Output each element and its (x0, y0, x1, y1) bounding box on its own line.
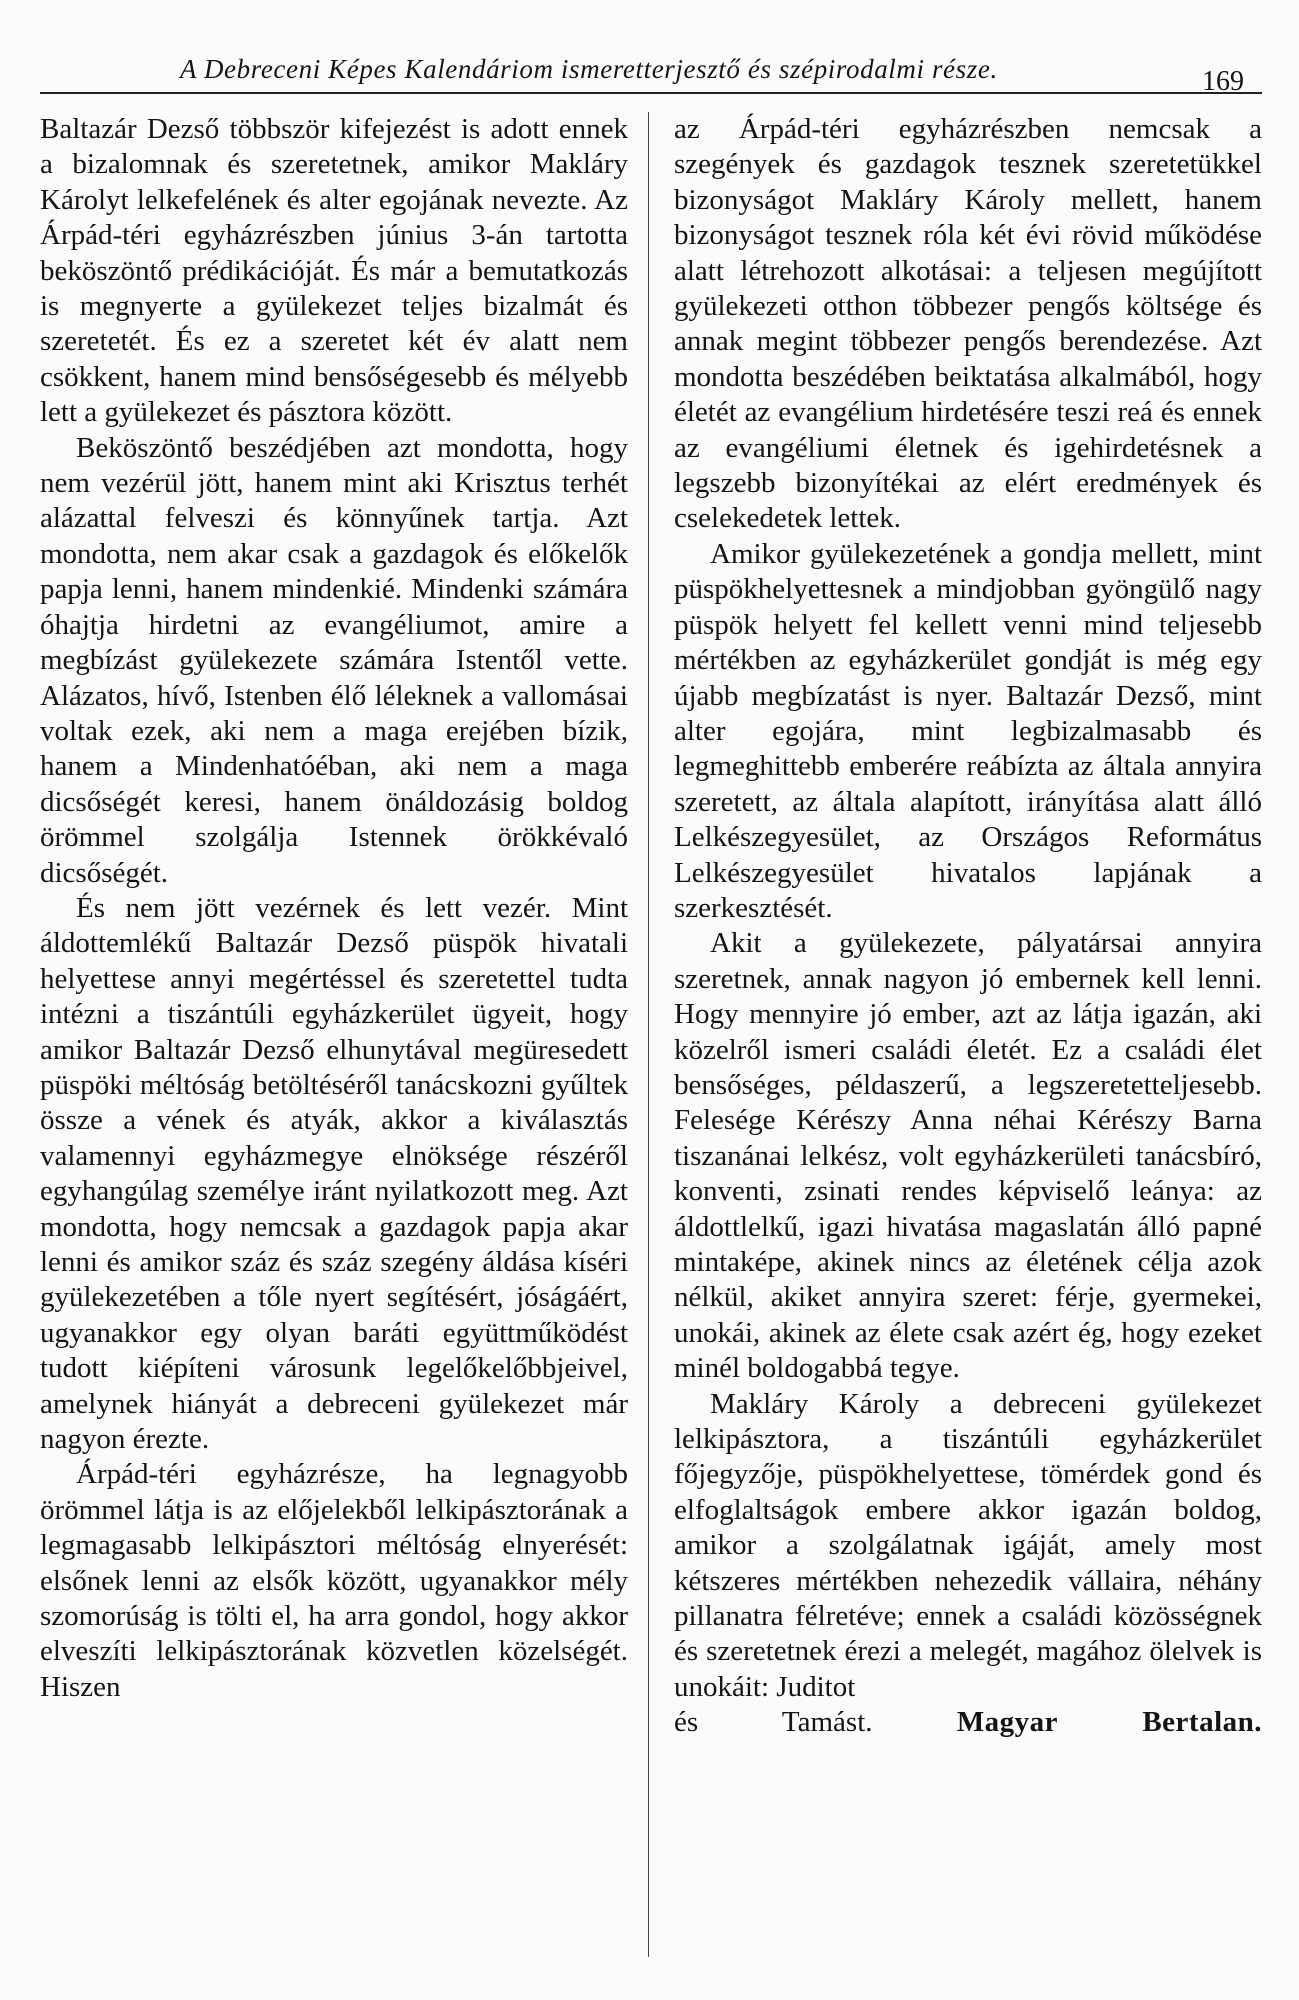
page-number: 169 (1202, 66, 1244, 97)
right-column (674, 112, 1262, 1962)
left-paragraph-3: És nem jött vezérnek és lett vezér. Mint áldottemlékű Baltazár Dezső püspök hivatali helyettese annyi megértéssel és szeretettel tudta intézni a tiszántúli egyházkerület ügyeit, hogy amikor Baltazár Dezső elhunytával megüresedett püspöki méltóság betöltéséről tanácskozni gyűltek össze a vének és atyák, akkor a kiválasztás valamennyi egyházmegye elnöksége részéről egyhangúlag személye iránt nyilatkozott meg. Azt mondotta, hogy nemcsak a gazdagok papja akar lenni és amikor száz és száz szegény áldása kíséri gyülekezetében a tőle nyert segítésért, jóságáért, ugyanakkor egy olyan baráti együttműködést tudott kiépíteni városunk legelőkelőbbjeivel, amelynek hiányát a debreceni gyülekezet már nagyon érezte. (40, 891, 628, 1456)
right-paragraph-1: az Árpád-téri egyházrészben nemcsak a szegények és gazdagok tesznek szeretetükkel bizonyságot Makláry Károly mellett, hanem bizonyságot tesznek róla két évi rövid működése alatt létrehozott alkotásai: a teljesen megújított gyülekezeti otthon többezer pengős költsége és annak megint többezer pengős berendezése. Azt mondotta beszédében beiktatása alkalmából, hogy életét az evangélium hirdetésére teszi reá és ennek az evangéliumi életnek és igehirdetésnek a legszebb bizonyítékai az elért eredmények és cselekedetek lettek. (674, 113, 1262, 535)
header-rule (40, 92, 1262, 94)
left-paragraph-2: Beköszöntő beszédjében azt mondotta, hogy nem vezérül jött, hanem mint aki Krisztus terhét alázattal felveszi és könnyűnek tartja. Azt mondotta, nem akar csak a gazdagok és előkelők papja lenni, hanem mindenkié. Mindenki számára óhajtja hirdetni az evangéliumot, amire a megbízást gyülekezete számára Istentől vette. Alázatos, hívő, Istenben élő léleknek a vallomásai voltak ezek, aki nem a maga erejében bízik, hanem a Mindenhatóéban, aki nem a maga dicsőségét keresi, hanem önáldozásig boldog örömmel szolgálja Istennek örökkévaló dicsőségét. (40, 431, 628, 889)
document-page (36, 0, 1263, 2000)
right-paragraph-4: Makláry Károly a debreceni gyülekezet lelkipásztora, a tiszántúli egyházkerület főjegyzője, püspökhelyettese, tömérdek gond és elfoglaltságok embere akkor igazán boldog, amikor a szolgálatnak igáját, amely most kétszeres mértékben nehezedik vállaira, néhány pillanatra félretéve; ennek a családi közösségnek és szeretetnek érezi a melegét, magához ölelvek is unokáit: Juditot (674, 1387, 1262, 1703)
right-paragraph-2: Amikor gyülekezetének a gondja mellett, mint püspökhelyettesnek a mindjobban gyöngülő nagy püspök helyett fel kellett venni mind teljesebb mértékben az egyházkerület gondját is még egy újabb megbízatást is nyer. Baltazár Dezső, mint alter egojára, mint legbizalmasabb és legmeghittebb emberére reábízta az általa annyira szeretett, az általa alapított, irányítása alatt álló Lelkészegyesület, az Országos Református Lelkészegyesület hivatalos lapjának a szerkesztését. (674, 537, 1262, 924)
closing-text: és Tamást. (674, 1706, 873, 1739)
running-head (40, 40, 1262, 100)
left-paragraph-4: Árpád-téri egyházrésze, ha legnagyobb örömmel látja is az előjelekből lelkipásztorának a legmagasabb lelkipásztori méltóság elnyerését: elsőnek lenni az elsők között, ugyanakkor mély szomorúság is tölti el, ha arra gondol, hogy akkor elveszíti lelkipásztorának közvetlen közelségét. Hiszen (40, 1458, 628, 1703)
left-paragraph-1: Baltazár Dezső többször kifejezést is adott ennek a bizalomnak és szeretetnek, amikor Makláry Károlyt lelkefelének és alter egojának nevezte. Az Árpád-téri egyházrészben június 3-án tartotta beköszöntő prédikációját. És már a bemutatkozás is megnyerte a gyülekezet teljes bizalmát és szeretetét. És ez a szeretet két év alatt nem csökkent, hanem mind bensőségesebb és mélyebb lett a gyülekezet és pásztora között. (40, 113, 628, 429)
running-title: A Debreceni Képes Kalendáriom ismeretterjesztő és szépirodalmi része. (180, 54, 998, 84)
closing-line (674, 1705, 1262, 1740)
left-column (40, 112, 628, 1962)
right-paragraph-3: Akit a gyülekezete, pályatársai annyira szeretnek, annak nagyon jó embernek kell lenni. Hogy mennyire jó ember, azt az látja igazán, aki közelről ismeri családi életét. Ez a családi élet bensőséges, példaszerű, a legszeretetteljesebb. Felesége Kérészy Anna néhai Kérészy Barna tiszanánai lelkész, volt egyházkerületi tanácsbíró, konventi, zsinati rendes képviselő leánya: az áldottlelkű, igazi hivatása magaslatán álló papné mintaképe, akinek nincs az életének célja azok nélkül, akiket annyira szeret: férje, gyermekei, unokái, akinek az élete csak azért ég, hogy ezeket minél boldogabbá tegye. (674, 927, 1262, 1385)
author-signature: Magyar Bertalan. (956, 1706, 1262, 1739)
column-divider (648, 112, 649, 1957)
